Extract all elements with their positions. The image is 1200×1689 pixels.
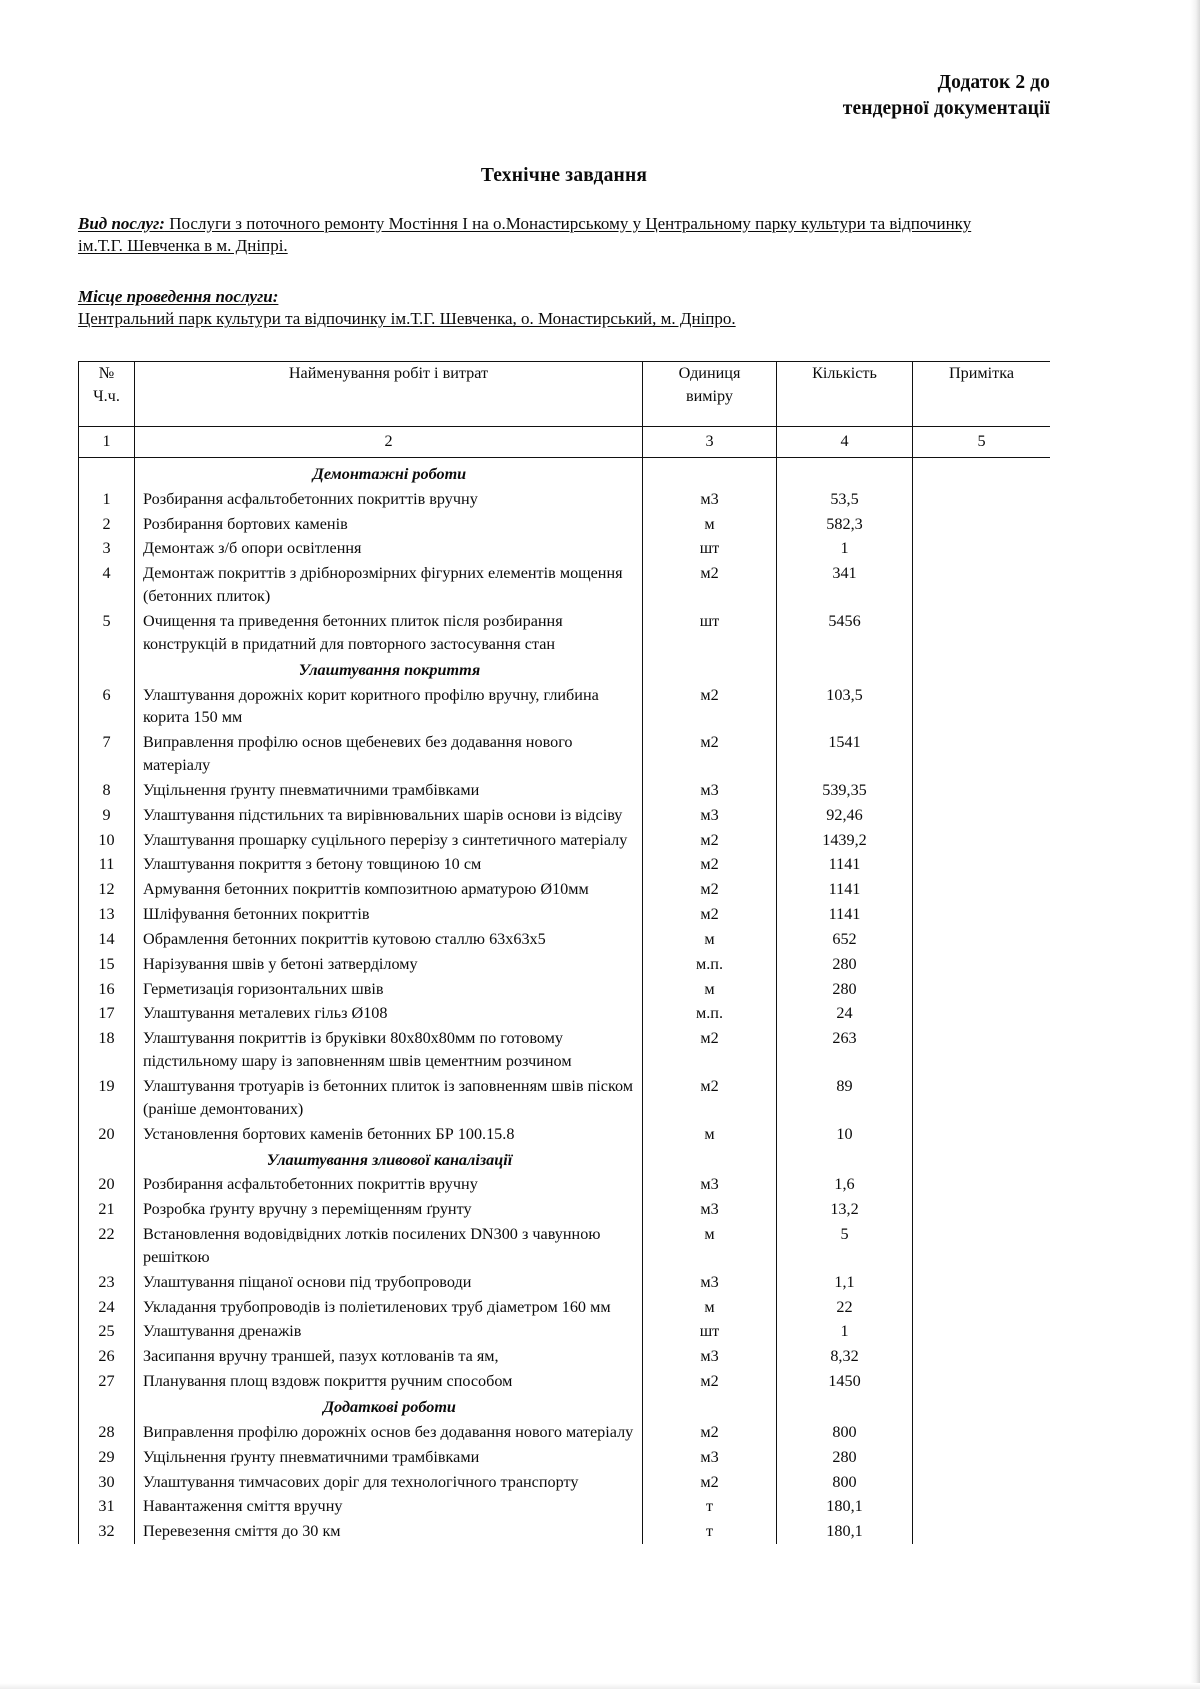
table-cell-number: 25 (79, 1319, 135, 1344)
service-kind-text-line-2: ім.Т.Г. Шевченка в м. Дніпрі. (78, 236, 288, 256)
table-cell-unit: м2 (643, 902, 777, 927)
column-header-number (79, 362, 135, 427)
table-cell-quantity: 800 (777, 1420, 913, 1445)
table-cell-number: 11 (79, 852, 135, 877)
table-cell-quantity (777, 657, 913, 683)
table-cell-work-name: Улаштування дренажів (135, 1319, 643, 1344)
table-cell-quantity: 103,5 (777, 683, 913, 731)
table-cell-note (913, 1445, 1051, 1470)
table-row (79, 1270, 1051, 1295)
table-head (79, 362, 1051, 458)
table-cell-work-name: Встановлення водовідвідних лотків посилених DN300 з чавунною решіткою (135, 1222, 643, 1270)
table-cell-number: 3 (79, 536, 135, 561)
table-cell-note (913, 1394, 1051, 1420)
table-cell-work-name: Шліфування бетонних покриттів (135, 902, 643, 927)
column-number-2: 2 (135, 427, 643, 458)
table-cell-number: 12 (79, 877, 135, 902)
table-cell-quantity: 652 (777, 927, 913, 952)
table-cell-number: 17 (79, 1001, 135, 1026)
table-cell-unit: м2 (643, 730, 777, 778)
table-row (79, 1445, 1051, 1470)
table-cell-number: 27 (79, 1369, 135, 1394)
table-cell-unit: м2 (643, 852, 777, 877)
table-cell-note (913, 1369, 1051, 1394)
table-cell-quantity: 24 (777, 1001, 913, 1026)
table-cell-quantity: 263 (777, 1026, 913, 1074)
table-cell-number: 16 (79, 977, 135, 1002)
table-cell-work-name: Навантаження сміття вручну (135, 1494, 643, 1519)
table-cell-number: 15 (79, 952, 135, 977)
table-cell-quantity: 1 (777, 536, 913, 561)
table-cell-work-name: Нарізування швів у бетоні затверділому (135, 952, 643, 977)
column-header-unit-line2: виміру (685, 386, 734, 405)
table-row (79, 1519, 1051, 1544)
table-cell-unit: м.п. (643, 1001, 777, 1026)
table-row (79, 1470, 1051, 1495)
table-cell-unit: м3 (643, 1445, 777, 1470)
table-row (79, 1222, 1051, 1270)
table-section-row (79, 1394, 1051, 1420)
table-cell-unit: м3 (643, 487, 777, 512)
table-cell-work-name: Улаштування піщаної основи під трубопроводи (135, 1270, 643, 1295)
table-cell-unit: м (643, 927, 777, 952)
table-cell-quantity: 1439,2 (777, 828, 913, 853)
table-cell-quantity: 22 (777, 1295, 913, 1320)
column-header-unit (643, 362, 777, 427)
table-cell-unit: м3 (643, 1197, 777, 1222)
table-cell-note (913, 1494, 1051, 1519)
table-cell-unit: м3 (643, 1172, 777, 1197)
table-cell-work-name: Перевезення сміття до 30 км (135, 1519, 643, 1544)
table-cell-note (913, 730, 1051, 778)
table-section-title: Улаштування зливової каналізації (135, 1147, 643, 1173)
table-cell-note (913, 1295, 1051, 1320)
table-cell-unit: м (643, 512, 777, 537)
table-cell-quantity (777, 457, 913, 486)
table-cell-unit: м2 (643, 1026, 777, 1074)
table-cell-work-name: Засипання вручну траншей, пазух котлованів та ям, (135, 1344, 643, 1369)
table-cell-work-name: Виправлення профілю дорожніх основ без додавання нового матеріалу (135, 1420, 643, 1445)
table-cell-note (913, 1122, 1051, 1147)
table-cell-number: 30 (79, 1470, 135, 1495)
document-annex-header (78, 70, 1050, 123)
table-cell-number: 18 (79, 1026, 135, 1074)
column-number-5: 5 (913, 427, 1051, 458)
table-header-row (79, 362, 1051, 427)
annex-header-line-1: Додаток 2 до (937, 72, 1050, 93)
column-number-4: 4 (777, 427, 913, 458)
table-cell-work-name: Планування площ вздовж покриття ручним способом (135, 1369, 643, 1394)
table-cell-quantity: 280 (777, 977, 913, 1002)
table-row (79, 1420, 1051, 1445)
scan-edge-right (1190, 0, 1200, 1689)
table-cell-quantity: 341 (777, 561, 913, 609)
table-cell-number: 8 (79, 778, 135, 803)
table-cell-work-name: Обрамлення бетонних покриттів кутовою сталлю 63х63х5 (135, 927, 643, 952)
table-cell-note (913, 536, 1051, 561)
table-cell-number: 10 (79, 828, 135, 853)
table-cell-quantity: 1,1 (777, 1270, 913, 1295)
table-cell-unit: т (643, 1494, 777, 1519)
column-number-3: 3 (643, 427, 777, 458)
table-cell-quantity: 1541 (777, 730, 913, 778)
spec-table-wrapper (78, 337, 1050, 1544)
table-cell-work-name: Улаштування покриттів із бруківки 80х80х80мм по готовому підстильному шару із заповненням швів цементним розчином (135, 1026, 643, 1074)
table-row (79, 927, 1051, 952)
table-cell-work-name: Виправлення профілю основ щебеневих без додавання нового матеріалу (135, 730, 643, 778)
table-cell-unit: м2 (643, 683, 777, 731)
table-row (79, 1344, 1051, 1369)
table-cell-work-name: Улаштування металевих гільз Ø108 (135, 1001, 643, 1026)
table-row (79, 803, 1051, 828)
table-cell-note (913, 927, 1051, 952)
table-cell-work-name: Укладання трубопроводів із поліетиленових труб діаметром 160 мм (135, 1295, 643, 1320)
table-cell-number: 20 (79, 1172, 135, 1197)
page-title: Технічне завдання (480, 164, 648, 186)
table-section-row (79, 1147, 1051, 1173)
table-cell-note (913, 1319, 1051, 1344)
table-cell-unit: м2 (643, 1369, 777, 1394)
table-cell-note (913, 852, 1051, 877)
table-row (79, 902, 1051, 927)
table-cell-unit: м2 (643, 1470, 777, 1495)
table-cell-number: 6 (79, 683, 135, 731)
table-row (79, 852, 1051, 877)
column-header-number-line2: Ч.ч. (93, 386, 120, 405)
table-cell-quantity: 1141 (777, 902, 913, 927)
table-cell-number: 14 (79, 927, 135, 952)
table-row (79, 1122, 1051, 1147)
table-section-row (79, 457, 1051, 486)
table-cell-quantity: 1450 (777, 1369, 913, 1394)
table-cell-note (913, 1172, 1051, 1197)
table-cell-quantity: 5 (777, 1222, 913, 1270)
table-row (79, 977, 1051, 1002)
table-cell-note (913, 487, 1051, 512)
table-cell-number (79, 657, 135, 683)
table-cell-number: 31 (79, 1494, 135, 1519)
table-cell-number (79, 1394, 135, 1420)
table-cell-unit: м2 (643, 828, 777, 853)
table-cell-work-name: Армування бетонних покриттів композитною арматурою Ø10мм (135, 877, 643, 902)
table-cell-unit: м3 (643, 778, 777, 803)
table-cell-unit (643, 457, 777, 486)
table-row (79, 1001, 1051, 1026)
table-row (79, 1295, 1051, 1320)
table-cell-number: 28 (79, 1420, 135, 1445)
table-cell-note (913, 778, 1051, 803)
table-cell-work-name: Розбирання асфальтобетонних покриттів вручну (135, 1172, 643, 1197)
table-cell-quantity: 53,5 (777, 487, 913, 512)
table-cell-quantity: 8,32 (777, 1344, 913, 1369)
table-cell-number: 5 (79, 609, 135, 657)
table-cell-unit: м2 (643, 1074, 777, 1122)
table-cell-note (913, 1270, 1051, 1295)
service-kind-label: Вид послуг: (78, 213, 165, 233)
table-row (79, 1319, 1051, 1344)
table-row (79, 1369, 1051, 1394)
table-cell-unit: м.п. (643, 952, 777, 977)
table-cell-work-name: Установлення бортових каменів бетонних БР 100.15.8 (135, 1122, 643, 1147)
table-cell-unit: м2 (643, 877, 777, 902)
table-cell-note (913, 1001, 1051, 1026)
technical-specification-table (78, 361, 1050, 1544)
table-cell-work-name: Улаштування тимчасових доріг для технологічного транспорту (135, 1470, 643, 1495)
table-cell-number: 20 (79, 1122, 135, 1147)
table-cell-number: 9 (79, 803, 135, 828)
table-row (79, 1197, 1051, 1222)
table-cell-note (913, 512, 1051, 537)
table-cell-note (913, 1222, 1051, 1270)
table-cell-work-name: Ущільнення ґрунту пневматичними трамбівками (135, 1445, 643, 1470)
column-header-quantity (777, 362, 913, 427)
table-cell-work-name: Розробка ґрунту вручну з переміщенням ґрунту (135, 1197, 643, 1222)
table-cell-number: 22 (79, 1222, 135, 1270)
table-cell-work-name: Розбирання асфальтобетонних покриттів вручну (135, 487, 643, 512)
table-cell-quantity: 180,1 (777, 1519, 913, 1544)
table-cell-number: 21 (79, 1197, 135, 1222)
column-header-note (913, 362, 1051, 427)
table-cell-unit (643, 657, 777, 683)
table-cell-quantity: 1141 (777, 877, 913, 902)
service-place-paragraph (78, 286, 1050, 331)
table-cell-number: 13 (79, 902, 135, 927)
table-row (79, 877, 1051, 902)
table-body (79, 457, 1051, 1544)
table-cell-work-name: Улаштування прошарку суцільного перерізу з синтетичного матеріалу (135, 828, 643, 853)
table-cell-quantity: 10 (777, 1122, 913, 1147)
table-cell-quantity: 92,46 (777, 803, 913, 828)
table-cell-work-name: Улаштування дорожніх корит коритного профілю вручну, глибина корита 150 мм (135, 683, 643, 731)
table-row (79, 828, 1051, 853)
column-header-quantity-line1: Кількість (812, 364, 877, 383)
table-cell-number: 7 (79, 730, 135, 778)
table-cell-number: 2 (79, 512, 135, 537)
table-cell-number: 23 (79, 1270, 135, 1295)
table-cell-note (913, 683, 1051, 731)
table-cell-number: 26 (79, 1344, 135, 1369)
table-cell-unit: м3 (643, 1344, 777, 1369)
table-cell-work-name: Герметизація горизонтальних швів (135, 977, 643, 1002)
table-cell-quantity: 1 (777, 1319, 913, 1344)
table-cell-quantity (777, 1394, 913, 1420)
table-cell-unit: м2 (643, 561, 777, 609)
table-cell-note (913, 457, 1051, 486)
column-header-unit-line1: Одиниця (678, 364, 741, 383)
table-cell-quantity: 13,2 (777, 1197, 913, 1222)
table-cell-number: 1 (79, 487, 135, 512)
table-cell-quantity: 280 (777, 952, 913, 977)
table-row (79, 1026, 1051, 1074)
table-row (79, 730, 1051, 778)
table-row (79, 952, 1051, 977)
table-cell-unit (643, 1147, 777, 1173)
table-section-title: Додаткові роботи (135, 1394, 643, 1420)
table-cell-note (913, 803, 1051, 828)
table-row (79, 1172, 1051, 1197)
table-cell-note (913, 1519, 1051, 1544)
table-cell-note (913, 977, 1051, 1002)
table-cell-note (913, 1147, 1051, 1173)
table-cell-note (913, 877, 1051, 902)
paragraph-spacer (78, 264, 1050, 286)
annex-header-line-2: тендерної документації (842, 98, 1050, 120)
table-cell-unit: м3 (643, 1270, 777, 1295)
table-cell-work-name: Улаштування тротуарів із бетонних плиток із заповненням швів піском (раніше демонтованих) (135, 1074, 643, 1122)
table-cell-work-name: Улаштування підстильних та вирівнювальних шарів основи із відсіву (135, 803, 643, 828)
table-row (79, 487, 1051, 512)
table-row (79, 512, 1051, 537)
table-row (79, 1074, 1051, 1122)
table-cell-work-name: Демонтаж покриттів з дрібнорозмірних фігурних елементів мощення (бетонних плиток) (135, 561, 643, 609)
table-cell-unit: м (643, 1222, 777, 1270)
table-cell-quantity: 1,6 (777, 1172, 913, 1197)
service-place-text: Центральний парк культури та відпочинку ім.Т.Г. Шевченка, о. Монастирський, м. Дніпро. (78, 309, 736, 329)
table-row (79, 683, 1051, 731)
service-kind-paragraph (78, 213, 1050, 258)
table-cell-unit: т (643, 1519, 777, 1544)
table-column-number-row (79, 427, 1051, 458)
table-cell-unit: м (643, 1122, 777, 1147)
table-cell-quantity: 582,3 (777, 512, 913, 537)
column-header-work-name-line1: Найменування робіт і витрат (288, 364, 489, 383)
table-cell-work-name: Розбирання бортових каменів (135, 512, 643, 537)
table-cell-number: 24 (79, 1295, 135, 1320)
table-cell-quantity: 180,1 (777, 1494, 913, 1519)
table-cell-unit: м3 (643, 803, 777, 828)
table-cell-quantity: 539,35 (777, 778, 913, 803)
table-cell-note (913, 609, 1051, 657)
table-cell-note (913, 952, 1051, 977)
table-cell-quantity: 800 (777, 1470, 913, 1495)
column-header-work-name (135, 362, 643, 427)
table-cell-work-name: Демонтаж з/б опори освітлення (135, 536, 643, 561)
column-number-1: 1 (79, 427, 135, 458)
table-cell-note (913, 1074, 1051, 1122)
scan-edge-bottom (0, 1683, 1200, 1689)
table-cell-note (913, 1470, 1051, 1495)
table-cell-work-name: Улаштування покриття з бетону товщиною 10 см (135, 852, 643, 877)
table-row (79, 778, 1051, 803)
table-cell-work-name: Очищення та приведення бетонних плиток після розбирання конструкцій в придатний для повторного застосування стан (135, 609, 643, 657)
table-row (79, 1494, 1051, 1519)
document-content (78, 70, 1050, 1544)
table-cell-note (913, 902, 1051, 927)
table-cell-unit: м (643, 1295, 777, 1320)
table-cell-quantity: 5456 (777, 609, 913, 657)
table-row (79, 561, 1051, 609)
table-section-row (79, 657, 1051, 683)
table-cell-number: 19 (79, 1074, 135, 1122)
table-row (79, 536, 1051, 561)
service-kind-text-line-1: Послуги з поточного ремонту Мостіння I на о.Монастирському у Центральному парку культури та відпочинку (164, 213, 972, 233)
table-section-title: Улаштування покриття (135, 657, 643, 683)
table-cell-note (913, 1420, 1051, 1445)
table-cell-unit: шт (643, 609, 777, 657)
table-cell-unit: шт (643, 536, 777, 561)
service-place-label: Місце проведення послуги: (78, 286, 279, 306)
table-section-title: Демонтажні роботи (135, 457, 643, 486)
table-row (79, 609, 1051, 657)
table-cell-quantity (777, 1147, 913, 1173)
table-cell-unit (643, 1394, 777, 1420)
table-cell-work-name: Ущільнення ґрунту пневматичними трамбівками (135, 778, 643, 803)
column-header-number-line1: № (98, 364, 115, 383)
table-cell-number (79, 457, 135, 486)
table-cell-note (913, 657, 1051, 683)
column-header-note-line1: Примітка (948, 364, 1015, 383)
table-cell-note (913, 828, 1051, 853)
table-cell-note (913, 1026, 1051, 1074)
table-cell-quantity: 280 (777, 1445, 913, 1470)
table-cell-note (913, 561, 1051, 609)
table-cell-number (79, 1147, 135, 1173)
table-cell-quantity: 89 (777, 1074, 913, 1122)
table-cell-note (913, 1344, 1051, 1369)
table-cell-quantity: 1141 (777, 852, 913, 877)
table-cell-unit: м2 (643, 1420, 777, 1445)
table-cell-unit: м (643, 977, 777, 1002)
table-cell-number: 32 (79, 1519, 135, 1544)
table-cell-number: 4 (79, 561, 135, 609)
table-cell-note (913, 1197, 1051, 1222)
table-cell-unit: шт (643, 1319, 777, 1344)
table-cell-number: 29 (79, 1445, 135, 1470)
